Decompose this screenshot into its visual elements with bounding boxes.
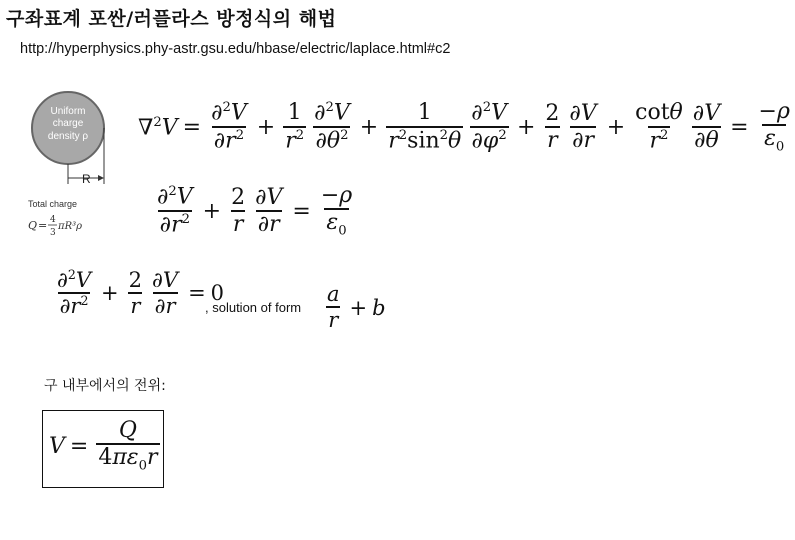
radial-laplace-equation: $\frac{\partial^2V}{\partial r^2}$ + $\frac{2}{r}$ $\frac{\partial V}{\partial r}$ = 0	[57, 267, 225, 319]
sphere-diagram	[28, 86, 133, 256]
radius-label: R	[82, 172, 91, 186]
page-title: 구좌표계 포싼/러플라스 방정식의 해법	[6, 8, 337, 30]
sphere-label-line1: Uniform	[50, 106, 86, 117]
poisson-spherical-equation: ∇$^2$V = $\frac{\partial^2V}{\partial r^2}$ + $\frac{1}{r^2}$ $\frac{\partial^2V}{\partial\theta^2}$ + $\frac{1}{r^2\sin^2\theta}$ $\frac{\partial^2V}{\partial\varphi^2}$ + $\frac{2}{r}$ $\frac{\partial V}{\partial r}$ + $\frac{\cot\theta}{r^2}$ $\frac{\partial V}{\partial\theta}$ = $\frac{-\rho}{\varepsilon_0}$	[138, 99, 790, 155]
total-charge-rest: πR³ρ	[58, 221, 82, 232]
total-charge-label: Total charge	[28, 199, 78, 209]
total-charge-den: 3	[50, 228, 56, 238]
radial-poisson-equation: $\frac{\partial^2V}{\partial r^2}$ + $\frac{2}{r}$ $\frac{\partial V}{\partial r}$ = $\frac{-\rho}{\varepsilon_0}$	[157, 183, 353, 239]
potential-boxed-equation: V = $\frac{Q}{4\pi\varepsilon_0r}$	[42, 410, 164, 488]
total-charge-num: 4	[50, 215, 56, 225]
solution-text: , solution of form	[205, 300, 302, 315]
solution-form: $\frac{a}{r}$ + b	[327, 282, 386, 333]
sphere-label-line3: density ρ	[47, 131, 89, 142]
radius-arrowhead	[98, 175, 104, 181]
total-charge-eq: =	[38, 219, 48, 232]
source-url[interactable]: http://hyperphysics.phy-astr.gsu.edu/hbase/electric/laplace.html#c2	[20, 41, 451, 57]
total-charge-Q: Q	[28, 219, 38, 232]
inside-potential-label: 구 내부에서의 전위:	[44, 378, 166, 394]
sphere-label-line2: charge	[52, 118, 84, 129]
